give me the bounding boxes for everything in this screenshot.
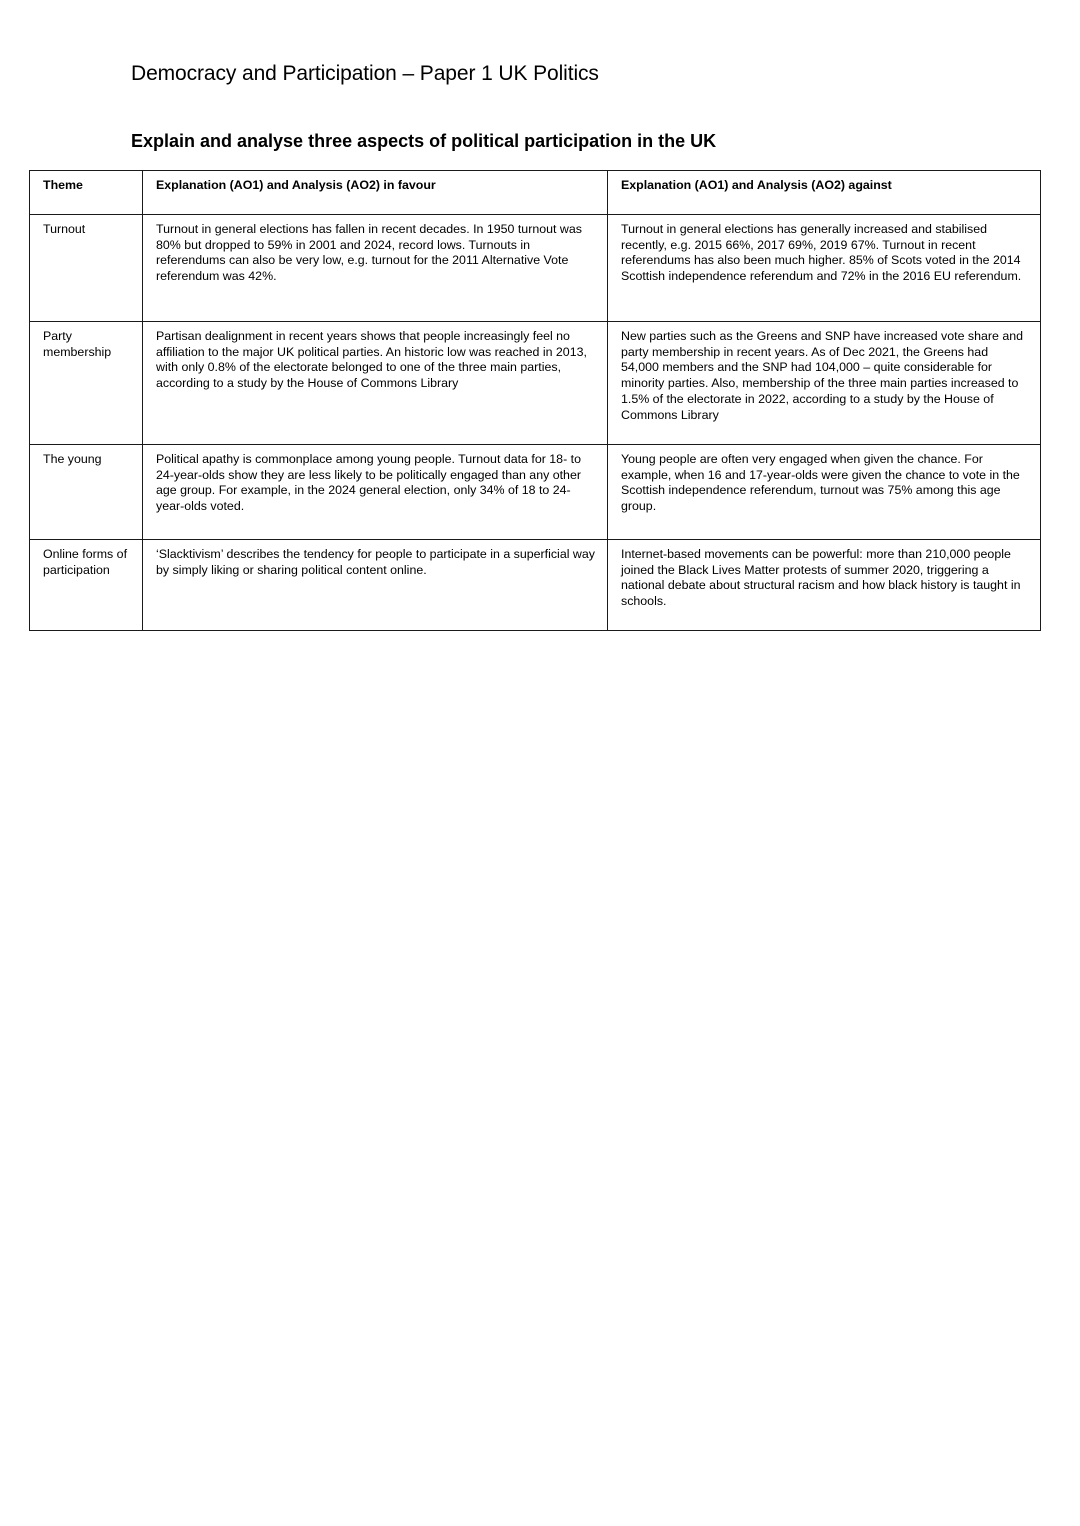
theme-cell: Online forms of participation [30,540,143,631]
theme-cell: The young [30,445,143,540]
against-cell: Young people are often very engaged when given the chance. For example, when 16 and 17-year-olds were given the chance to vote in the Scottish independence referendum, turnout was 75% among this age group. [608,445,1041,540]
against-cell: Internet-based movements can be powerful: more than 210,000 people joined the Black Lives Matter protests of summer 2020, triggering a national debate about structural racism and how black history is taught in schools. [608,540,1041,631]
theme-cell: Party membership [30,322,143,445]
against-cell: New parties such as the Greens and SNP have increased vote share and party membership in recent years. As of Dec 2021, the Greens had 54,000 members and the SNP had 104,000 – quite considerable for minority parties. Also, membership of the three main parties increased to 1.5% of the electorate in 2022, according to a study by the House of Commons Library [608,322,1041,445]
document-title: Democracy and Participation – Paper 1 UK Politics [131,62,599,85]
in-favour-cell: ‘Slacktivism’ describes the tendency for people to participate in a superficial way by simply liking or sharing political content online. [143,540,608,631]
table-row-party-membership [30,322,1041,445]
in-favour-cell: Turnout in general elections has fallen in recent decades. In 1950 turnout was 80% but dropped to 59% in 2001 and 2024, record lows. Turnouts in referendums can also be very low, e.g. turnout for the 2011 Alternative Vote referendum was 42%. [143,215,608,322]
in-favour-cell: Partisan dealignment in recent years shows that people increasingly feel no affiliation to the major UK political parties. An historic low was reached in 2013, with only 0.8% of the electorate belonged to one of the three main parties, according to a study by the House of Commons Library [143,322,608,445]
header-theme: Theme [30,171,143,215]
in-favour-cell: Political apathy is commonplace among young people. Turnout data for 18- to 24-year-olds show they are less likely to be politically engaged than any other age group. For example, in the 2024 general election, only 34% of 18 to 24-year-olds voted. [143,445,608,540]
header-against: Explanation (AO1) and Analysis (AO2) against [608,171,1041,215]
table-row-turnout [30,215,1041,322]
table-row-the-young [30,445,1041,540]
against-cell: Turnout in general elections has generally increased and stabilised recently, e.g. 2015 66%, 2017 69%, 2019 67%. Turnout in recent referendums has also been much higher. 85% of Scots voted in the 2014 Scottish independence referendum and 72% in the 2016 EU referendum. [608,215,1041,322]
table-row-online-participation [30,540,1041,631]
header-in-favour: Explanation (AO1) and Analysis (AO2) in favour [143,171,608,215]
participation-analysis-table [29,170,1041,631]
table-header-row [30,171,1041,215]
essay-question: Explain and analyse three aspects of political participation in the UK [131,131,717,151]
theme-cell: Turnout [30,215,143,322]
